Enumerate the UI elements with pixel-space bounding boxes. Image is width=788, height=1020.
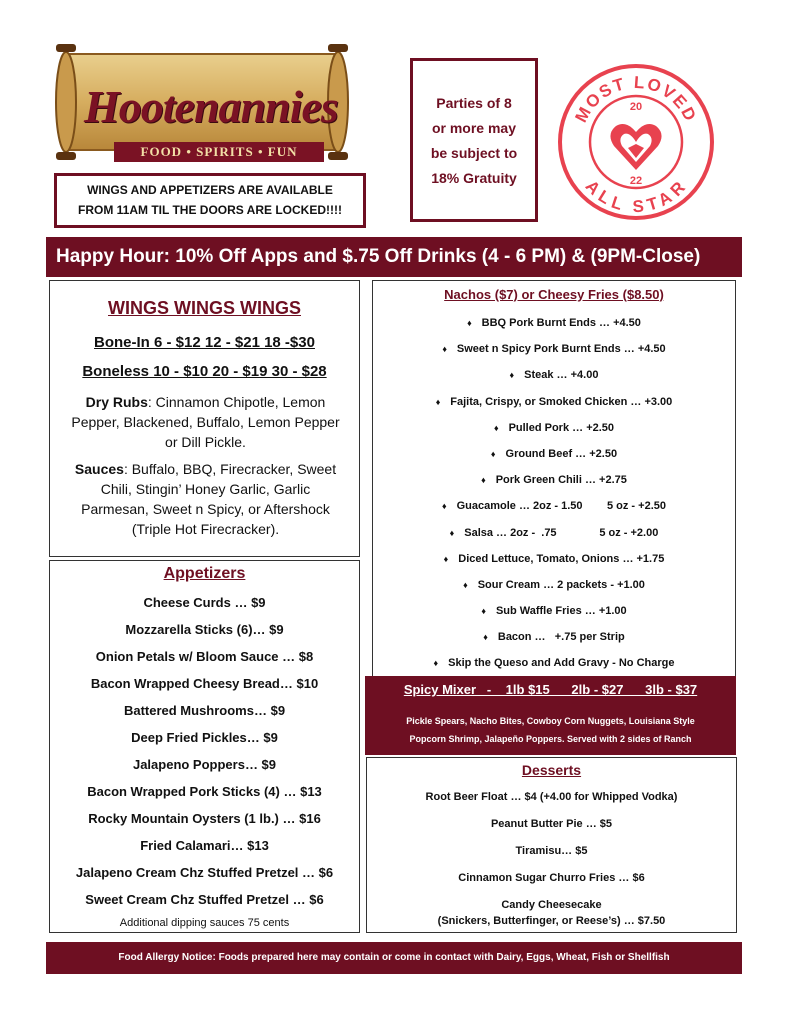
list-item: ♦ Bacon … +.75 per Strip <box>483 631 625 644</box>
spicy-mixer-line-2: Popcorn Shrimp, Jalapeño Poppers. Served with 2 sides of Ranch <box>409 734 692 744</box>
diamond-bullet-icon: ♦ <box>493 422 499 433</box>
nachos-section <box>372 280 736 678</box>
list-item: ♦ Skip the Queso and Add Gravy - No Charge <box>433 657 675 670</box>
diamond-bullet-icon: ♦ <box>483 632 488 643</box>
list-item: ♦ Diced Lettuce, Tomato, Onions … +1.75 <box>443 552 665 565</box>
badge-icon <box>556 62 716 222</box>
list-item: ♦ Guacamole … 2oz - 1.50 5 oz - +2.50 <box>442 500 666 513</box>
happy-hour-banner: Happy Hour: 10% Off Apps and $.75 Off Drinks (4 - 6 PM) & (9PM-Close) <box>46 237 742 277</box>
most-loved-badge <box>556 62 716 222</box>
list-item: Tiramisu… $5 <box>515 845 588 857</box>
diamond-bullet-icon: ♦ <box>442 344 447 355</box>
list-item: ♦ Pork Green Chili … +2.75 <box>481 474 627 487</box>
boneless-prices: Boneless 10 - $10 20 - $19 30 - $28 <box>82 363 327 380</box>
nachos-toppings-list <box>373 315 735 682</box>
food-allergy-notice: Food Allergy Notice: Foods prepared here may contain or come in contact with Dairy, Eggs, Wheat, Fish or Shellfish <box>46 942 742 974</box>
desserts-list <box>367 789 736 940</box>
list-item: Root Beer Float … $4 (+4.00 for Whipped Vodka) <box>425 791 678 803</box>
diamond-bullet-icon: ♦ <box>467 318 472 328</box>
cheesecake-name: Candy Cheesecake <box>501 899 602 911</box>
wings-title: WINGS WINGS WINGS <box>108 298 301 318</box>
badge-bottom-text: ALL STAR <box>581 176 691 217</box>
appetizers-footnote: Additional dipping sauces 75 cents <box>119 917 290 929</box>
bone-in-prices: Bone-In 6 - $12 12 - $21 18 -$30 <box>94 334 315 351</box>
dry-rubs-list: : Cinnamon Chipotle, Lemon Pepper, Blackened, Buffalo, Lemon Pepper or Dill Pickle. <box>71 394 340 450</box>
diamond-bullet-icon: ♦ <box>509 370 515 381</box>
list-item: Peanut Butter Pie … $5 <box>490 818 613 830</box>
list-item: Onion Petals w/ Bloom Sauce … $8 <box>95 649 314 664</box>
logo-name: Hootenannies <box>84 81 338 132</box>
dry-rubs-label: Dry Rubs <box>85 394 148 410</box>
list-item: ♦ Salsa … 2oz - .75 5 oz - +2.00 <box>449 526 659 539</box>
notice-line-2: FROM 11AM TIL THE DOORS ARE LOCKED!!!! <box>78 203 342 217</box>
badge-year-bottom: 22 <box>629 175 643 187</box>
list-item: Bacon Wrapped Pork Sticks (4) … $13 <box>87 784 322 799</box>
list-item: ♦ Steak … +4.00 <box>509 369 599 382</box>
wings-section <box>49 280 360 557</box>
list-item: Jalapeno Poppers… $9 <box>132 757 277 772</box>
diamond-bullet-icon: ♦ <box>449 527 455 538</box>
sauces-label: Sauces <box>74 461 124 477</box>
gratuity-notice <box>410 58 538 222</box>
cheesecake-detail: (Snickers, Butterfinger, or Reese’s) … $7.50 <box>437 915 666 927</box>
list-item: Mozzarella Sticks (6)… $9 <box>125 622 284 637</box>
list-item: Battered Mushrooms… $9 <box>123 703 286 718</box>
badge-year-top: 20 <box>629 101 643 113</box>
list-item: Rocky Mountain Oysters (1 lb.) … $16 <box>88 811 321 826</box>
list-item: Cheese Curds … $9 <box>143 595 266 610</box>
badge-top-text: MOST LOVED <box>571 72 701 126</box>
diamond-bullet-icon: ♦ <box>443 553 449 564</box>
diamond-bullet-icon: ♦ <box>433 658 439 669</box>
desserts-section <box>366 757 737 933</box>
diamond-bullet-icon: ♦ <box>481 606 486 617</box>
spicy-mixer-line-1: Pickle Spears, Nacho Bites, Cowboy Corn Nuggets, Louisiana Style <box>406 716 695 726</box>
spicy-mixer-section <box>365 676 736 755</box>
sauces-list: : Buffalo, BBQ, Firecracker, Sweet Chili, Stingin’ Honey Garlic, Garlic Parmesan, Sweet n Spicy, or Aftershock (Triple Hot Firecracker). <box>81 461 337 537</box>
logo <box>52 40 352 170</box>
list-item <box>367 897 736 929</box>
logo-tagline: FOOD • SPIRITS • FUN <box>114 142 324 162</box>
list-item: ♦ Sweet n Spicy Pork Burnt Ends … +4.50 <box>442 343 666 356</box>
spicy-mixer-title: Spicy Mixer - 1lb $15 2lb - $27 3lb - $37 <box>403 682 698 697</box>
list-item: ♦ Ground Beef … +2.50 <box>490 447 618 460</box>
list-item: Cinnamon Sugar Churro Fries … $6 <box>458 872 645 884</box>
list-item: Fried Calamari… $13 <box>140 838 269 853</box>
diamond-bullet-icon: ♦ <box>442 501 447 512</box>
appetizers-list <box>50 594 359 918</box>
list-item: ♦ BBQ Pork Burnt Ends … +4.50 <box>467 317 641 329</box>
gratuity-line-2: or more may <box>431 120 517 136</box>
notice-line-1: WINGS AND APPETIZERS ARE AVAILABLE <box>87 183 333 197</box>
list-item: Sweet Cream Chz Stuffed Pretzel … $6 <box>85 892 324 907</box>
diamond-bullet-icon: ♦ <box>481 475 486 486</box>
nachos-title: Nachos ($7) or Cheesy Fries ($8.50) <box>444 287 664 302</box>
diamond-bullet-icon: ♦ <box>435 396 441 407</box>
spicy-mixer-description <box>375 712 726 748</box>
wings-availability-notice <box>54 173 366 228</box>
list-item: Bacon Wrapped Cheesy Bread… $10 <box>90 676 319 691</box>
list-item: ♦ Sour Cream … 2 packets - +1.00 <box>463 578 645 591</box>
list-item: Deep Fried Pickles… $9 <box>131 730 278 745</box>
sauces-text <box>66 459 345 539</box>
gratuity-line-4: 18% Gratuity <box>431 170 517 186</box>
list-item: Jalapeno Cream Chz Stuffed Pretzel … $6 <box>75 865 334 880</box>
gratuity-line-1: Parties of 8 <box>436 95 512 111</box>
list-item: ♦ Fajita, Crispy, or Smoked Chicken … +3.00 <box>435 395 673 408</box>
appetizers-title: Appetizers <box>163 565 246 582</box>
diamond-bullet-icon: ♦ <box>490 448 496 459</box>
list-item: ♦ Sub Waffle Fries … +1.00 <box>481 605 627 618</box>
appetizers-section <box>49 560 360 933</box>
gratuity-line-3: be subject to <box>430 145 518 161</box>
diamond-bullet-icon: ♦ <box>463 579 468 590</box>
desserts-title: Desserts <box>521 762 582 778</box>
dry-rubs-text <box>66 392 345 452</box>
list-item: ♦ Pulled Pork … +2.50 <box>493 421 615 434</box>
